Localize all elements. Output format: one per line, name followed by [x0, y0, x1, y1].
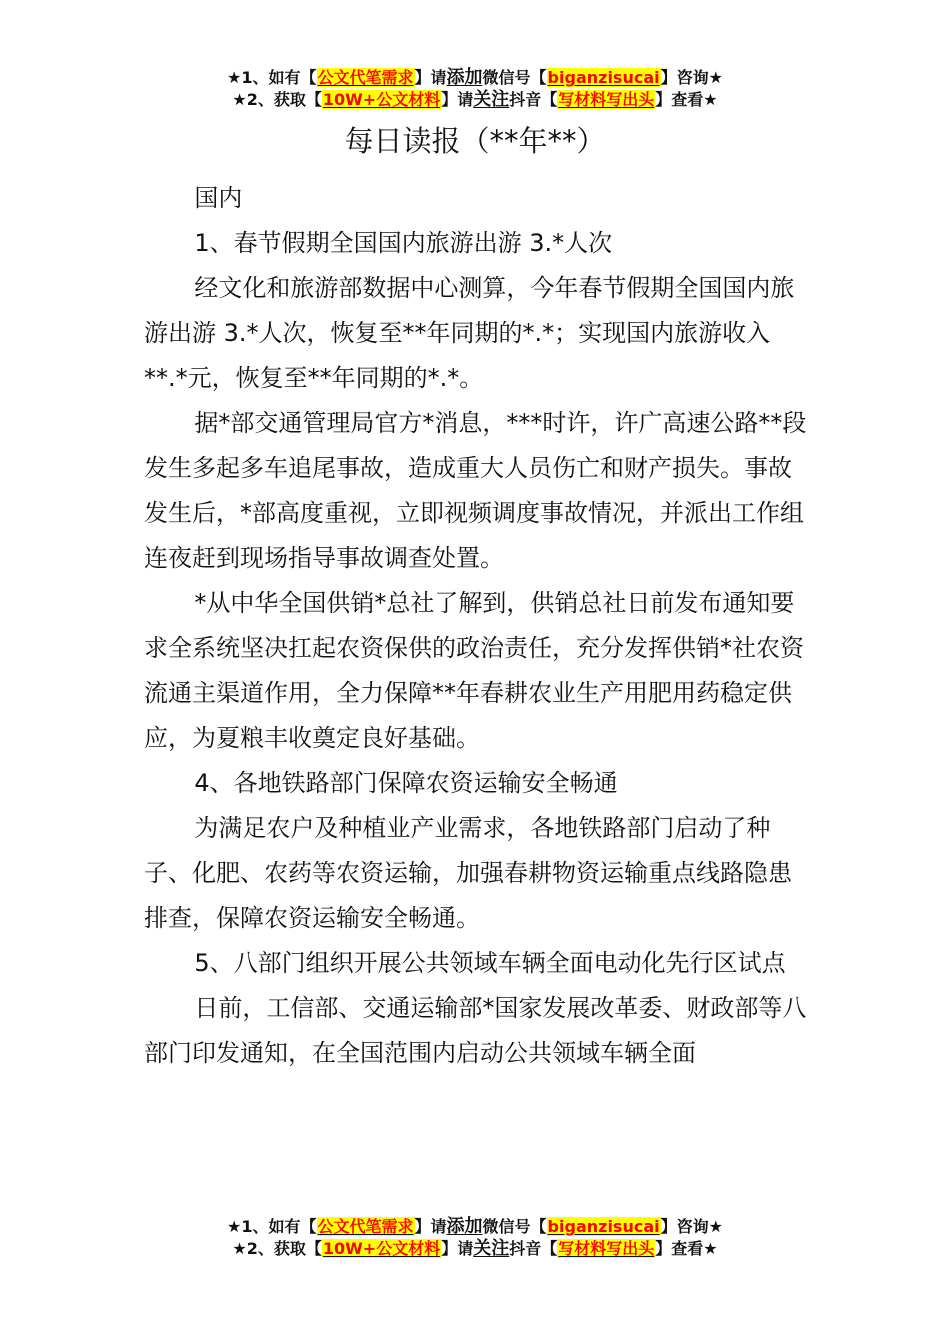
- banner-highlight: 10W+公文材料: [322, 90, 441, 109]
- banner-text: 】咨询★: [660, 68, 723, 87]
- banner-text: ★2、获取【: [232, 90, 322, 109]
- banner-emphasis: 关注: [473, 89, 510, 110]
- banner-text: 微信号【: [482, 1217, 547, 1236]
- banner-highlight: 10W+公文材料: [322, 1239, 441, 1258]
- banner-line-1: [0, 67, 950, 89]
- banner-emphasis: 添加: [446, 1216, 483, 1237]
- item-heading: 5、八部门组织开展公共领域车辆全面电动化先行区试点: [194, 949, 786, 977]
- banner-highlight: 公文代笔需求: [317, 1217, 414, 1236]
- body-paragraph: 经文化和旅游部数据中心测算，今年春节假期全国国内旅游出游 3.*人次，恢复至**年同期的*.*；实现国内旅游收入**.*元，恢复至**年同期的*.*。: [144, 274, 795, 392]
- banner-text: 】查看★: [655, 90, 718, 109]
- banner-highlight: biganzisucai: [547, 1217, 660, 1236]
- banner-text: 微信号【: [482, 68, 547, 87]
- banner-text: 】请: [414, 1217, 447, 1236]
- body-paragraph: 为满足农户及种植业产业需求，各地铁路部门启动了种子、化肥、农药等农资运输，加强春耕物资运输重点线路隐患排查，保障农资运输安全畅通。: [144, 814, 792, 932]
- banner-highlight: biganzisucai: [547, 68, 660, 87]
- banner-text: 】请: [441, 1239, 474, 1258]
- body-paragraph: 日前，工信部、交通运输部*国家发展改革委、财政部等八部门印发通知，在全国范围内启动公共领域车辆全面: [144, 994, 807, 1067]
- banner-highlight: 公文代笔需求: [317, 68, 414, 87]
- document-body: [144, 176, 809, 1076]
- item-heading: 1、春节假期全国国内旅游出游 3.*人次: [194, 229, 613, 257]
- banner-emphasis: 关注: [473, 1238, 510, 1259]
- body-paragraph: *从中华全国供销*总社了解到，供销总社日前发布通知要求全系统坚决扛起农资保供的政治责任，充分发挥供销*社农资流通主渠道作用，全力保障**年春耕农业生产用肥用药稳定供应，为夏粮丰收奠定良好基础。: [144, 589, 804, 752]
- banner-text: 抖音【: [509, 1239, 558, 1258]
- banner-text: ★2、获取【: [232, 1239, 322, 1258]
- banner-highlight: 写材料写出头: [558, 90, 655, 109]
- footer-banner: [0, 1216, 950, 1260]
- banner-text: 抖音【: [509, 90, 558, 109]
- banner-line-1: [0, 1216, 950, 1238]
- banner-text: 】请: [414, 68, 447, 87]
- banner-text: ★1、如有【: [227, 1217, 317, 1236]
- header-banner: [0, 67, 950, 111]
- banner-emphasis: 添加: [446, 67, 483, 88]
- banner-line-2: [0, 1238, 950, 1260]
- banner-text: ★1、如有【: [227, 68, 317, 87]
- banner-highlight: 写材料写出头: [558, 1239, 655, 1258]
- document-title: 每日读报（**年**）: [344, 124, 606, 158]
- body-paragraph: 据*部交通管理局官方*消息，***时许，许广高速公路**段发生多起多车追尾事故，造成重大人员伤亡和财产损失。事故发生后，*部高度重视，立即视频调度事故情况，并派出工作组连夜赶到现场指导事故调查处置。: [144, 409, 807, 572]
- banner-text: 】咨询★: [660, 1217, 723, 1236]
- banner-text: 】查看★: [655, 1239, 718, 1258]
- item-heading: 4、各地铁路部门保障农资运输安全畅通: [194, 769, 618, 797]
- banner-text: 】请: [441, 90, 474, 109]
- banner-line-2: [0, 89, 950, 111]
- section-heading: 国内: [194, 184, 243, 212]
